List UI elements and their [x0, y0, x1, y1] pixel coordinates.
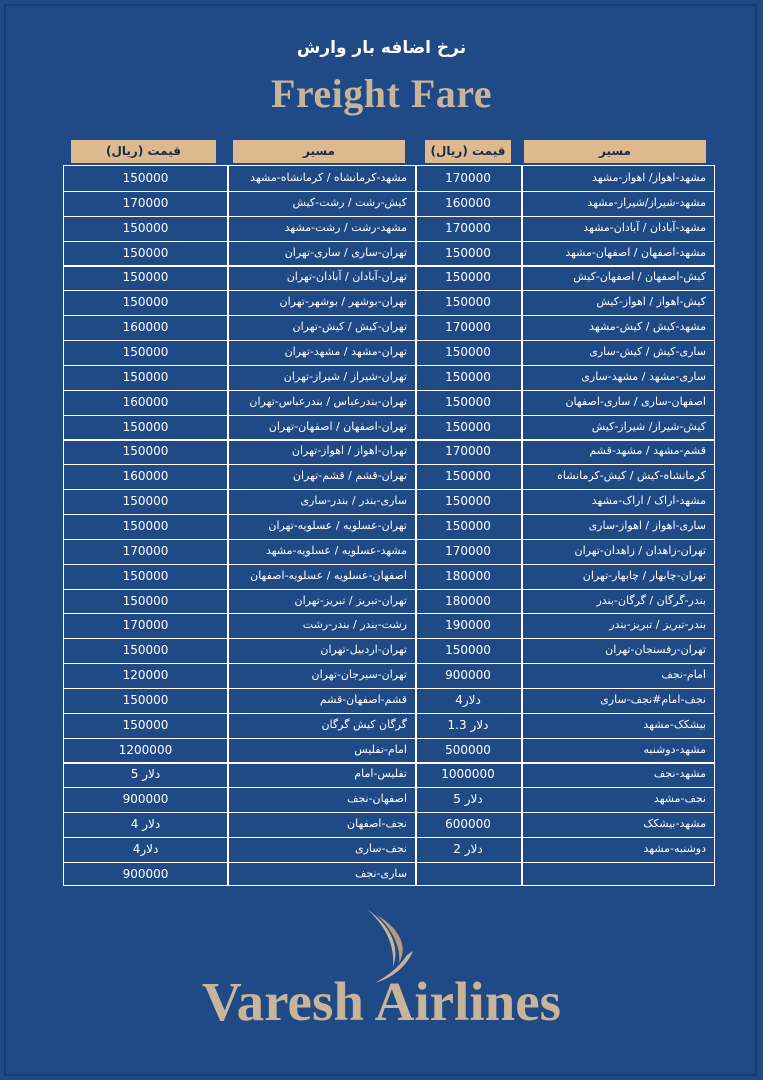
- left-route-cell: مشهد-عسلویه / عسلویه-مشهد: [265, 543, 407, 557]
- right-route-cell: مشهد-شیراز/شیراز-مشهد: [587, 195, 706, 209]
- right-price-header: قیمت (ریال): [425, 140, 511, 163]
- left-route-cell: تهران-اصفهان / اصفهان-تهران: [268, 419, 407, 433]
- left-price-cell: 160000: [122, 469, 169, 484]
- right-price-cell: 180000: [445, 568, 491, 583]
- page-title-persian: نرخ اضافه بار وارش: [296, 38, 467, 58]
- left-price-cell: 150000: [122, 494, 169, 509]
- left-price-cell: 900000: [122, 792, 169, 807]
- left-price-cell: 150000: [122, 270, 169, 285]
- left-price-cell: 150000: [122, 295, 169, 310]
- left-route-cell: نجف-اصفهان: [347, 817, 407, 831]
- right-route-cell: ساری-اهواز / اهواز-ساری: [588, 518, 706, 532]
- right-route-cell: مشهد-نجف: [653, 767, 706, 781]
- left-price-cell: 900000: [122, 866, 169, 881]
- left-price-cell: 4دلار: [132, 842, 159, 856]
- left-price-header: قیمت (ریال): [71, 140, 216, 163]
- right-route-cell: دوشنبه-مشهد: [643, 842, 706, 855]
- right-price-cell: 150000: [445, 394, 491, 409]
- right-price-cell: 180000: [445, 593, 491, 608]
- left-route-cell: رشت-بندر / بندر-رشت: [302, 618, 407, 632]
- left-route-cell: تهران-عسلویه / عسلویه-تهران: [268, 518, 407, 532]
- left-price-cell: 5 دلار: [130, 767, 161, 782]
- right-price-cell: 160000: [445, 195, 491, 210]
- right-route-cell: کرمانشاه-کیش / کیش-کرمانشاه: [557, 469, 706, 483]
- left-price-cell: 170000: [122, 543, 169, 558]
- right-route-cell: مشهد-اراک / اراک-مشهد: [591, 494, 706, 508]
- left-route-cell: مشهد-رشت / رشت-مشهد: [284, 220, 407, 234]
- right-price-cell: 500000: [445, 742, 491, 757]
- left-route-cell: مشهد-کرمانشاه / کرمانشاه-مشهد: [250, 171, 407, 184]
- left-route-cell: تهران-قشم / قشم-تهران: [292, 469, 407, 483]
- right-route-header: مسیر: [524, 140, 706, 163]
- right-route-cell: بندر-تبریز / تبریز-بندر: [609, 618, 706, 632]
- right-route-cell: امام-نجف: [661, 668, 706, 681]
- right-price-cell: 900000: [445, 668, 491, 682]
- right-price-cell: 150000: [445, 643, 491, 658]
- right-route-cell: ساری-کیش / کیش-ساری: [589, 345, 706, 358]
- right-price-cell: 150000: [445, 419, 491, 434]
- right-price-cell: 170000: [445, 171, 491, 185]
- left-route-cell: تهران-تبریز / تبریز-تهران: [294, 593, 407, 607]
- right-price-cell: 5 دلار: [453, 792, 483, 807]
- left-price-cell: 150000: [122, 171, 169, 185]
- right-price-cell: 150000: [445, 295, 491, 310]
- fare-table: [63, 165, 715, 886]
- left-price-cell: 150000: [122, 518, 169, 533]
- right-price-cell: 1000000: [441, 767, 495, 782]
- right-route-cell: نجف-مشهد: [653, 792, 706, 806]
- right-route-cell: ساری-مشهد / مشهد-ساری: [581, 369, 706, 383]
- right-route-cell: مشهد-بیشکک: [643, 817, 706, 831]
- brand-name: Varesh Airlines: [201, 971, 562, 1032]
- right-price-cell: 600000: [445, 817, 491, 832]
- left-price-cell: 150000: [122, 220, 169, 235]
- left-route-cell: تهران-ساری / ساری-تهران: [284, 245, 407, 259]
- right-price-cell: 170000: [445, 220, 491, 235]
- left-price-cell: 170000: [122, 195, 169, 210]
- right-price-cell: 150000: [445, 345, 491, 359]
- left-route-cell: امام-تفلیس: [354, 742, 407, 756]
- left-price-cell: 150000: [122, 419, 169, 434]
- right-price-cell: [417, 862, 519, 886]
- right-price-cell: 170000: [445, 444, 491, 459]
- right-route-cell: بیشکک-مشهد: [643, 717, 706, 731]
- left-route-cell: تهران-کیش / کیش-تهران: [292, 320, 407, 334]
- left-price-cell: 4 دلار: [130, 817, 161, 832]
- left-route-cell: اصفهان-نجف: [347, 792, 407, 806]
- right-route-cell: نجف-امام#نجف-ساری: [600, 692, 706, 706]
- left-route-cell: تهران-اردبیل-تهران: [320, 643, 407, 657]
- right-route-cell: کیش-اهواز / اهواز-کیش: [596, 295, 706, 309]
- left-price-cell: 120000: [122, 668, 169, 682]
- right-price-cell: 190000: [445, 618, 491, 633]
- left-route-cell: نجف-ساری: [354, 842, 407, 855]
- right-price-cell: 150000: [445, 245, 491, 260]
- right-route-cell: تهران-چابهار / چابهار-تهران: [582, 568, 706, 582]
- right-route-cell: قشم-مشهد / مشهد-قشم: [589, 444, 706, 458]
- right-price-cell: 150000: [445, 469, 491, 484]
- left-price-cell: 150000: [122, 717, 169, 732]
- right-route-cell: تهران-رفسنجان-تهران: [605, 643, 706, 657]
- left-route-cell: تهران-آبادان / آبادان-تهران: [286, 270, 407, 284]
- left-price-cell: 150000: [122, 245, 169, 260]
- left-price-cell: 160000: [122, 320, 169, 335]
- right-price-cell: 2 دلار: [453, 842, 483, 856]
- left-price-cell: 150000: [122, 643, 169, 658]
- right-route-cell: کیش-اصفهان / اصفهان-کیش: [573, 270, 706, 284]
- left-route-cell: تهران-بوشهر / بوشهر-تهران: [279, 295, 407, 309]
- left-price-cell: 150000: [122, 692, 169, 707]
- left-price-cell: 170000: [122, 618, 169, 633]
- left-price-cell: 150000: [122, 345, 169, 359]
- left-route-cell: تهران-شیراز / شیراز-تهران: [283, 369, 407, 383]
- left-price-cell: 150000: [122, 568, 169, 583]
- left-route-cell: ساری-نجف: [354, 866, 407, 880]
- right-price-cell: 150000: [445, 518, 491, 533]
- left-route-cell: قشم-اصفهان-قشم: [319, 692, 407, 706]
- right-price-cell: 170000: [445, 543, 491, 558]
- left-route-cell: کیش-رشت / رشت-کیش: [292, 195, 407, 209]
- left-route-cell: تهران-اهواز / اهواز-تهران: [291, 444, 407, 458]
- right-price-cell: 150000: [445, 494, 491, 509]
- right-route-cell: تهران-زاهدان / زاهدان-تهران: [574, 543, 706, 557]
- left-route-cell: تفلیس-امام: [354, 767, 407, 781]
- right-route-cell: اصفهان-ساری / ساری-اصفهان: [565, 394, 706, 408]
- left-price-cell: 150000: [122, 444, 169, 459]
- left-price-cell: 160000: [122, 394, 169, 409]
- left-route-cell: اصفهان-عسلویه / عسلویه-اصفهان: [250, 568, 407, 582]
- right-price-cell: 170000: [445, 320, 491, 335]
- right-route-cell: مشهد-دوشنبه: [643, 742, 706, 756]
- left-route-cell: تهران-مشهد / مشهد-تهران: [284, 345, 407, 358]
- right-route-cell: مشهد-اهواز/ اهواز-مشهد: [591, 171, 706, 184]
- right-route-cell: [523, 862, 712, 886]
- left-price-cell: 150000: [122, 369, 169, 384]
- right-route-cell: مشهد-اصفهان / اصفهان-مشهد: [565, 245, 706, 259]
- right-price-cell: 4دلار: [455, 692, 481, 707]
- left-route-cell: ساری-بندر / بندر-ساری: [300, 494, 407, 508]
- right-price-cell: 150000: [445, 369, 491, 384]
- right-route-cell: مشهد-کیش / کیش-مشهد: [589, 320, 706, 334]
- right-price-cell: 150000: [445, 270, 491, 285]
- left-route-header: مسیر: [233, 140, 405, 163]
- left-price-cell: 1200000: [118, 742, 173, 757]
- left-route-cell: تهران-بندرعباس / بندرعباس-تهران: [249, 394, 407, 408]
- page-title: Freight Fare: [270, 71, 493, 116]
- right-price-cell: 1.3 دلار: [447, 717, 489, 732]
- left-price-cell: 150000: [122, 593, 169, 608]
- right-route-cell: مشهد-آبادان / آبادان-مشهد: [583, 220, 706, 234]
- right-route-cell: بندر-گرگان / گرگان-بندر: [596, 593, 706, 607]
- left-route-cell: تهران-سیرجان-تهران: [311, 668, 407, 681]
- left-route-cell: گرگان کیش گرگان: [321, 717, 407, 731]
- right-route-cell: کیش-شیراز/ شیراز-کیش: [591, 419, 706, 433]
